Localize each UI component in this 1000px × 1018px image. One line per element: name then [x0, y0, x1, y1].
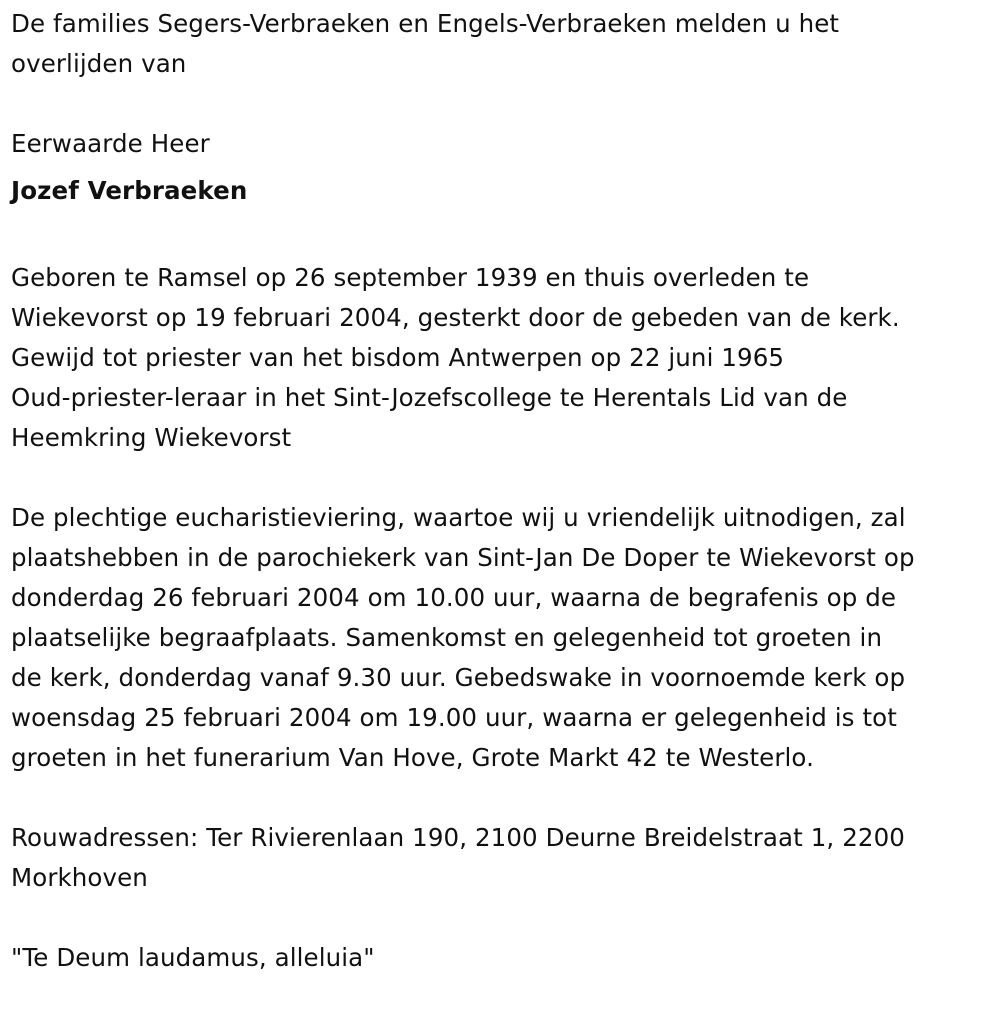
ceremony-line: de kerk, donderdag vanaf 9.30 uur. Gebedswake in voornoemde kerk op — [11, 663, 906, 692]
ceremony-line: woensdag 25 februari 2004 om 19.00 uur, waarna er gelegenheid is tot — [11, 703, 897, 732]
ceremony-paragraph — [11, 498, 991, 778]
biography-line: Geboren te Ramsel op 26 september 1939 en thuis overleden te — [11, 263, 810, 292]
honorific-title: Eerwaarde Heer — [11, 129, 210, 158]
biography-line: Oud-priester-leraar in het Sint-Jozefscollege te Herentals Lid van de — [11, 383, 848, 412]
intro-paragraph — [11, 4, 991, 84]
address-line: Rouwadressen: Ter Rivierenlaan 190, 2100 Deurne Breidelstraat 1, 2200 — [11, 823, 905, 852]
deceased-name: Jozef Verbraeken — [11, 176, 248, 205]
address-line: Morkhoven — [11, 863, 148, 892]
ceremony-line: groeten in het funerarium Van Hove, Grote Markt 42 te Westerlo. — [11, 743, 814, 772]
biography-line: Gewijd tot priester van het bisdom Antwerpen op 22 juni 1965 — [11, 343, 785, 372]
biography-line: Heemkring Wiekevorst — [11, 423, 292, 452]
biography-paragraph — [11, 258, 991, 458]
biography-line: Wiekevorst op 19 februari 2004, gesterkt door de gebeden van de kerk. — [11, 303, 900, 332]
closing-paragraph — [11, 938, 991, 978]
ceremony-line: plaatshebben in de parochiekerk van Sint-Jan De Doper te Wiekevorst op — [11, 543, 915, 572]
ceremony-line: plaatselijke begraafplaats. Samenkomst en gelegenheid tot groeten in — [11, 623, 883, 652]
addresses-paragraph — [11, 818, 991, 898]
intro-line: overlijden van — [11, 49, 187, 78]
intro-line: De families Segers-Verbraeken en Engels-Verbraeken melden u het — [11, 9, 840, 38]
closing-quote: "Te Deum laudamus, alleluia" — [11, 943, 375, 972]
ceremony-line: De plechtige eucharistieviering, waartoe wij u vriendelijk uitnodigen, zal — [11, 503, 906, 532]
deceased-block — [11, 124, 991, 211]
obituary-document — [11, 4, 991, 1018]
ceremony-line: donderdag 26 februari 2004 om 10.00 uur, waarna de begrafenis op de — [11, 583, 897, 612]
